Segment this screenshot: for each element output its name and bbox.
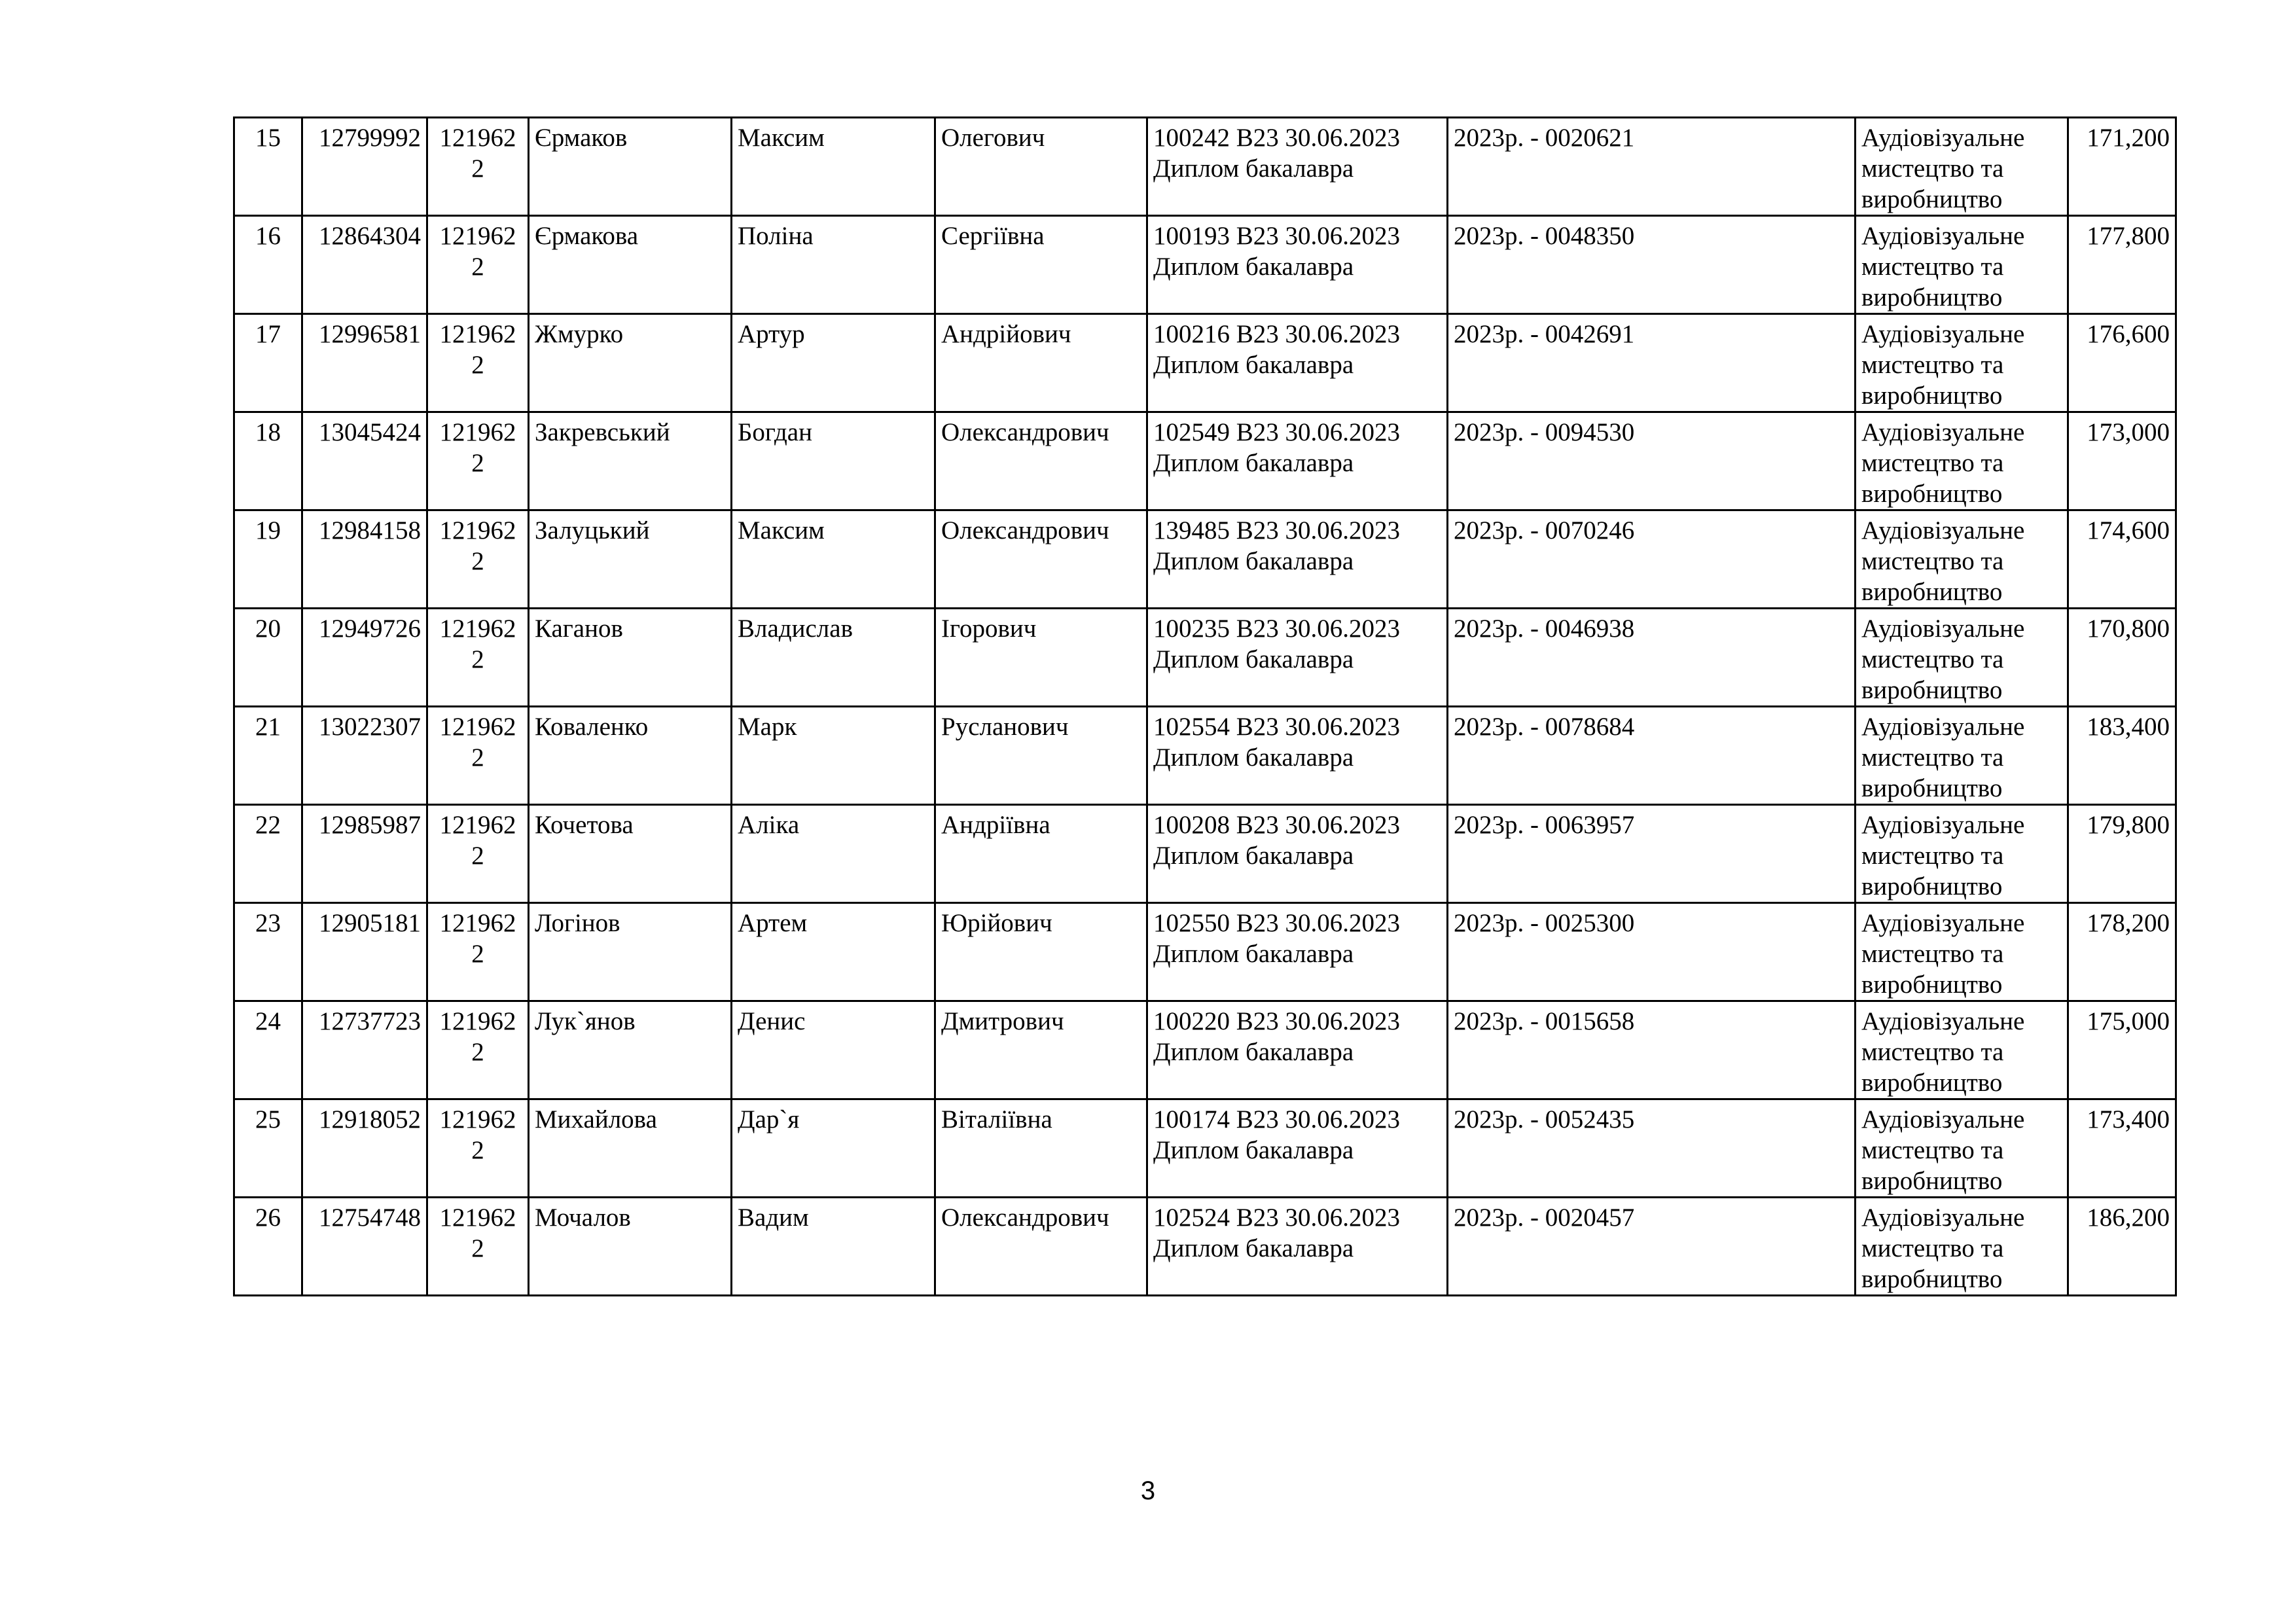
document-line: Диплом бакалавра [1153,645,1354,673]
document-line: Диплом бакалавра [1153,1234,1354,1262]
document-line: Диплом бакалавра [1153,940,1354,968]
patronymic-cell: Сергіївна [935,216,1147,314]
document-line: Диплом бакалавра [1153,253,1354,281]
table-row [234,903,2176,1001]
registration-cell: 2023р. - 0046938 [1448,609,1856,707]
patronymic-cell: Ігорович [935,609,1147,707]
registration-cell: 2023р. - 0052435 [1448,1099,1856,1198]
document-cell [1147,510,1448,609]
program-line: мистецтво та [1861,1038,2004,1066]
code-cell [427,510,529,609]
surname-cell: Михайлова [529,1099,732,1198]
table-row [234,118,2176,216]
program-line: виробництво [1861,480,2003,508]
table-row [234,216,2176,314]
score-cell: 176,600 [2068,314,2176,412]
patronymic-cell: Олександрович [935,510,1147,609]
surname-cell: Єрмаков [529,118,732,216]
applicant-id-cell: 13022307 [302,707,427,805]
document-cell [1147,707,1448,805]
program-line: виробництво [1861,185,2003,213]
document-cell [1147,412,1448,510]
program-cell [1856,412,2068,510]
first-name-cell: Вадим [732,1198,935,1296]
code-cell [427,1099,529,1198]
patronymic-cell: Олександрович [935,1198,1147,1296]
program-cell [1856,707,2068,805]
document-line: 139485 B23 30.06.2023 [1153,516,1401,544]
document-line: 100216 B23 30.06.2023 [1153,320,1401,348]
score-cell: 174,600 [2068,510,2176,609]
first-name-cell: Аліка [732,805,935,903]
registration-cell: 2023р. - 0025300 [1448,903,1856,1001]
applicant-id-cell: 12905181 [302,903,427,1001]
code-line: 2 [471,940,484,968]
program-line: Аудіовізуальне [1861,222,2025,250]
program-cell [1856,314,2068,412]
patronymic-cell: Олександрович [935,412,1147,510]
document-line: Диплом бакалавра [1153,351,1354,379]
table-body [234,118,2176,1296]
program-line: Аудіовізуальне [1861,909,2025,937]
code-cell [427,118,529,216]
first-name-cell: Поліна [732,216,935,314]
document-cell [1147,314,1448,412]
score-cell: 179,800 [2068,805,2176,903]
code-cell [427,412,529,510]
document-line: Диплом бакалавра [1153,154,1354,183]
program-line: виробництво [1861,1265,2003,1293]
row-number-cell: 16 [234,216,302,314]
row-number-cell: 24 [234,1001,302,1099]
first-name-cell: Максим [732,118,935,216]
row-number-cell: 21 [234,707,302,805]
code-line: 2 [471,351,484,379]
document-cell [1147,903,1448,1001]
program-line: мистецтво та [1861,743,2004,772]
table-row [234,707,2176,805]
applicants-table [233,116,2177,1296]
program-line: Аудіовізуальне [1861,615,2025,643]
program-cell [1856,510,2068,609]
program-line: виробництво [1861,676,2003,704]
code-line: 2 [471,253,484,281]
document-cell [1147,1099,1448,1198]
row-number-cell: 23 [234,903,302,1001]
code-line: 2 [471,547,484,575]
code-cell [427,903,529,1001]
program-line: виробництво [1861,872,2003,901]
first-name-cell: Марк [732,707,935,805]
program-line: виробництво [1861,774,2003,802]
code-line: 2 [471,1234,484,1262]
program-line: мистецтво та [1861,351,2004,379]
row-number-cell: 26 [234,1198,302,1296]
program-line: виробництво [1861,382,2003,410]
surname-cell: Лук`янов [529,1001,732,1099]
code-line: 121962 [439,124,516,152]
code-line: 121962 [439,1204,516,1232]
code-cell [427,707,529,805]
patronymic-cell: Андріївна [935,805,1147,903]
score-cell: 186,200 [2068,1198,2176,1296]
program-line: Аудіовізуальне [1861,124,2025,152]
applicant-id-cell: 12737723 [302,1001,427,1099]
code-cell [427,1198,529,1296]
code-line: 2 [471,1038,484,1066]
code-line: 121962 [439,1007,516,1035]
surname-cell: Каганов [529,609,732,707]
document-line: 102550 B23 30.06.2023 [1153,909,1401,937]
code-cell [427,805,529,903]
row-number-cell: 18 [234,412,302,510]
program-line: Аудіовізуальне [1861,811,2025,839]
code-cell [427,609,529,707]
score-cell: 178,200 [2068,903,2176,1001]
row-number-cell: 15 [234,118,302,216]
row-number-cell: 17 [234,314,302,412]
registration-cell: 2023р. - 0063957 [1448,805,1856,903]
program-cell [1856,1099,2068,1198]
document-cell [1147,805,1448,903]
document-line: 100235 B23 30.06.2023 [1153,615,1401,643]
code-line: 2 [471,449,484,477]
applicant-id-cell: 12864304 [302,216,427,314]
first-name-cell: Богдан [732,412,935,510]
patronymic-cell: Юрійович [935,903,1147,1001]
table-row [234,412,2176,510]
surname-cell: Жмурко [529,314,732,412]
code-line: 121962 [439,418,516,446]
program-line: Аудіовізуальне [1861,1007,2025,1035]
code-line: 121962 [439,811,516,839]
program-line: мистецтво та [1861,547,2004,575]
applicant-id-cell: 12918052 [302,1099,427,1198]
document-line: 102554 B23 30.06.2023 [1153,713,1401,741]
table-row [234,805,2176,903]
registration-cell: 2023р. - 0070246 [1448,510,1856,609]
code-line: 121962 [439,615,516,643]
score-cell: 175,000 [2068,1001,2176,1099]
code-line: 2 [471,842,484,870]
score-cell: 171,200 [2068,118,2176,216]
program-cell [1856,118,2068,216]
first-name-cell: Дар`я [732,1099,935,1198]
code-line: 121962 [439,909,516,937]
applicant-id-cell: 12754748 [302,1198,427,1296]
registration-cell: 2023р. - 0042691 [1448,314,1856,412]
document-line: 102549 B23 30.06.2023 [1153,418,1401,446]
row-number-cell: 20 [234,609,302,707]
table-row [234,1001,2176,1099]
program-line: мистецтво та [1861,645,2004,673]
document-line: 100242 B23 30.06.2023 [1153,124,1401,152]
registration-cell: 2023р. - 0020457 [1448,1198,1856,1296]
surname-cell: Коваленко [529,707,732,805]
table-row [234,510,2176,609]
first-name-cell: Максим [732,510,935,609]
document-line: 100174 B23 30.06.2023 [1153,1105,1401,1133]
code-line: 2 [471,1136,484,1164]
first-name-cell: Владислав [732,609,935,707]
program-line: мистецтво та [1861,842,2004,870]
program-line: мистецтво та [1861,253,2004,281]
row-number-cell: 19 [234,510,302,609]
program-line: Аудіовізуальне [1861,713,2025,741]
document-line: Диплом бакалавра [1153,1136,1354,1164]
surname-cell: Єрмакова [529,216,732,314]
surname-cell: Кочетова [529,805,732,903]
program-line: мистецтво та [1861,154,2004,183]
page-number: 3 [1140,1476,1156,1505]
code-line: 2 [471,743,484,772]
program-line: мистецтво та [1861,449,2004,477]
patronymic-cell: Олегович [935,118,1147,216]
code-line: 121962 [439,1105,516,1133]
code-line: 121962 [439,713,516,741]
program-line: виробництво [1861,283,2003,312]
code-line: 121962 [439,222,516,250]
program-line: Аудіовізуальне [1861,1204,2025,1232]
surname-cell: Мочалов [529,1198,732,1296]
code-line: 2 [471,154,484,183]
registration-cell: 2023р. - 0020621 [1448,118,1856,216]
table-row [234,1198,2176,1296]
document-line: Диплом бакалавра [1153,842,1354,870]
patronymic-cell: Дмитрович [935,1001,1147,1099]
program-line: Аудіовізуальне [1861,320,2025,348]
program-line: виробництво [1861,578,2003,606]
program-cell [1856,1198,2068,1296]
registration-cell: 2023р. - 0015658 [1448,1001,1856,1099]
code-line: 121962 [439,320,516,348]
surname-cell: Закревський [529,412,732,510]
document-cell [1147,1198,1448,1296]
document-cell [1147,609,1448,707]
program-cell [1856,216,2068,314]
score-cell: 183,400 [2068,707,2176,805]
program-cell [1856,805,2068,903]
score-cell: 170,800 [2068,609,2176,707]
row-number-cell: 22 [234,805,302,903]
program-cell [1856,903,2068,1001]
patronymic-cell: Віталіївна [935,1099,1147,1198]
table-row [234,314,2176,412]
table-row [234,609,2176,707]
code-cell [427,314,529,412]
applicant-id-cell: 12996581 [302,314,427,412]
program-line: Аудіовізуальне [1861,516,2025,544]
registration-cell: 2023р. - 0048350 [1448,216,1856,314]
applicant-id-cell: 12799992 [302,118,427,216]
document-line: Диплом бакалавра [1153,743,1354,772]
registration-cell: 2023р. - 0078684 [1448,707,1856,805]
program-line: мистецтво та [1861,1136,2004,1164]
applicant-id-cell: 12984158 [302,510,427,609]
document-line: Диплом бакалавра [1153,1038,1354,1066]
registration-cell: 2023р. - 0094530 [1448,412,1856,510]
code-cell [427,1001,529,1099]
document-cell [1147,216,1448,314]
program-cell [1856,1001,2068,1099]
score-cell: 173,000 [2068,412,2176,510]
applicant-id-cell: 13045424 [302,412,427,510]
program-line: мистецтво та [1861,1234,2004,1262]
applicant-id-cell: 12949726 [302,609,427,707]
document-line: Диплом бакалавра [1153,449,1354,477]
first-name-cell: Артем [732,903,935,1001]
program-cell [1856,609,2068,707]
surname-cell: Логінов [529,903,732,1001]
program-line: Аудіовізуальне [1861,1105,2025,1133]
code-cell [427,216,529,314]
code-line: 121962 [439,516,516,544]
program-line: Аудіовізуальне [1861,418,2025,446]
first-name-cell: Денис [732,1001,935,1099]
document-cell [1147,118,1448,216]
first-name-cell: Артур [732,314,935,412]
program-line: виробництво [1861,971,2003,999]
program-line: мистецтво та [1861,940,2004,968]
score-cell: 173,400 [2068,1099,2176,1198]
document-line: 100220 B23 30.06.2023 [1153,1007,1401,1035]
score-cell: 177,800 [2068,216,2176,314]
patronymic-cell: Русланович [935,707,1147,805]
document-cell [1147,1001,1448,1099]
document-line: Диплом бакалавра [1153,547,1354,575]
patronymic-cell: Андрійович [935,314,1147,412]
program-line: виробництво [1861,1167,2003,1195]
document-line: 102524 B23 30.06.2023 [1153,1204,1401,1232]
surname-cell: Залуцький [529,510,732,609]
document-line: 100193 B23 30.06.2023 [1153,222,1401,250]
table-row [234,1099,2176,1198]
row-number-cell: 25 [234,1099,302,1198]
applicant-id-cell: 12985987 [302,805,427,903]
document-line: 100208 B23 30.06.2023 [1153,811,1401,839]
code-line: 2 [471,645,484,673]
program-line: виробництво [1861,1069,2003,1097]
